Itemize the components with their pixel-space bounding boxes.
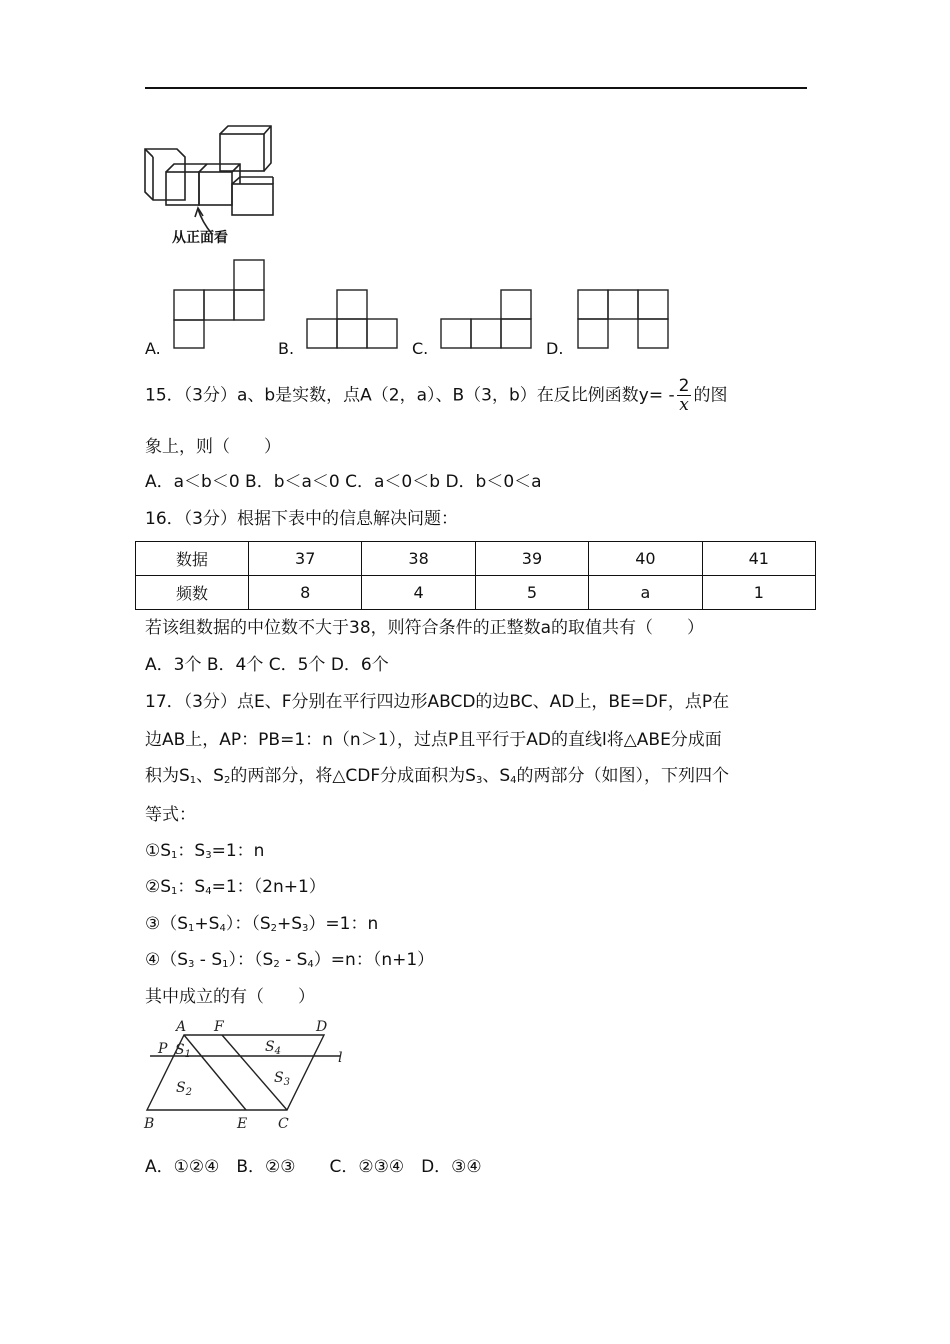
svg-text:F: F	[214, 1019, 224, 1035]
option-c-figure	[440, 288, 533, 350]
table-cell: 4	[362, 576, 475, 610]
q15-options: A．a＜b＜0 B．b＜a＜0 C．a＜0＜b D．b＜0＜a	[145, 472, 542, 492]
svg-text:B: B	[144, 1116, 155, 1132]
option-b-figure	[306, 288, 399, 350]
equation-2: $②S_1$：$S_4=1$：（2n+1）	[145, 877, 326, 897]
table-cell: 39	[475, 542, 588, 576]
table-cell: 40	[589, 542, 702, 576]
svg-text:C: C	[278, 1116, 289, 1132]
svg-text:S2: $S_2$	[176, 1080, 192, 1098]
table-cell: 37	[249, 542, 362, 576]
svg-text:P: P	[158, 1041, 168, 1057]
table-cell: 8	[249, 576, 362, 610]
option-d-label: D.	[546, 339, 564, 358]
table-cell: 41	[702, 542, 815, 576]
option-c-label: C.	[412, 339, 429, 358]
q15-text-post: 的图	[693, 385, 728, 406]
option-b-label: B.	[278, 339, 295, 358]
equation-1: $①S_1$：$S_3=1$：n	[145, 841, 265, 861]
svg-text:S4: $S_4$	[265, 1039, 281, 1057]
table-cell: 1	[702, 576, 815, 610]
option-a-label: A.	[145, 339, 161, 358]
svg-text:S1: $S_1$	[175, 1042, 191, 1060]
header-rule	[145, 87, 807, 89]
option-a-figure	[172, 258, 266, 350]
q15-stem-line1	[145, 377, 727, 414]
q16-condition: 若该组数据的中位数不大于38，则符合条件的正整数a的取值共有（ ）	[145, 618, 705, 638]
q17-options: A．①②④ B．②③ C．②③④ D．③④	[145, 1157, 482, 1177]
svg-text:E: E	[237, 1116, 248, 1132]
svg-text:A: A	[176, 1019, 187, 1035]
equation-4: $④(S_3 - S_1)$：$(S_2 - S_4)=n$：（n+1）	[145, 950, 435, 970]
table-cell: a	[589, 576, 702, 610]
row-header: 数据	[136, 542, 249, 576]
q17-stem-line2: 边AB上，AP：PB=1：n（n＞1），过点P且平行于AD的直线l将△ABE分成面	[145, 730, 722, 750]
frequency-table	[135, 541, 816, 610]
option-d-figure	[576, 288, 670, 350]
parallelogram-figure	[140, 1016, 360, 1136]
q16-stem: 16．（3分）根据下表中的信息解决问题：	[145, 509, 458, 529]
table-cell: 5	[475, 576, 588, 610]
svg-text:D: D	[316, 1019, 328, 1035]
q17-question: 其中成立的有（ ）	[145, 987, 315, 1007]
q15-text-pre: 15．（3分）a、b是实数，点A（2，a）、B（3，b）在反比例函数y= -	[145, 385, 675, 406]
q17-stem-line3: 积为$S_1$、$S_2$的两部分，将△CDF分成面积为$S_3$、$S_4$的两部分（如图），下列四个	[145, 766, 729, 786]
fraction-2-over-x	[677, 377, 692, 414]
row-header: 频数	[136, 576, 249, 610]
table-row	[136, 576, 816, 610]
q15-stem-line2: 象上，则（ ）	[145, 437, 281, 457]
q17-stem-line4: 等式：	[145, 805, 196, 825]
frac-denominator: x	[679, 395, 689, 415]
q17-stem-line1: 17．（3分）点E、F分别在平行四边形ABCD的边BC、AD上，BE=DF，点P在	[145, 692, 730, 712]
frac-numerator: 2	[678, 376, 690, 396]
table-row	[136, 542, 816, 576]
q16-options: A．3个 B．4个 C．5个 D．6个	[145, 655, 389, 675]
table-cell: 38	[362, 542, 475, 576]
svg-text:S3: $S_3$	[274, 1070, 290, 1088]
view-direction-label: 从正面看	[172, 230, 228, 246]
svg-text:l: l	[338, 1050, 343, 1066]
equation-3: $③(S_1+S_4)$：$(S_2+S_3)=1$：n	[145, 914, 379, 934]
